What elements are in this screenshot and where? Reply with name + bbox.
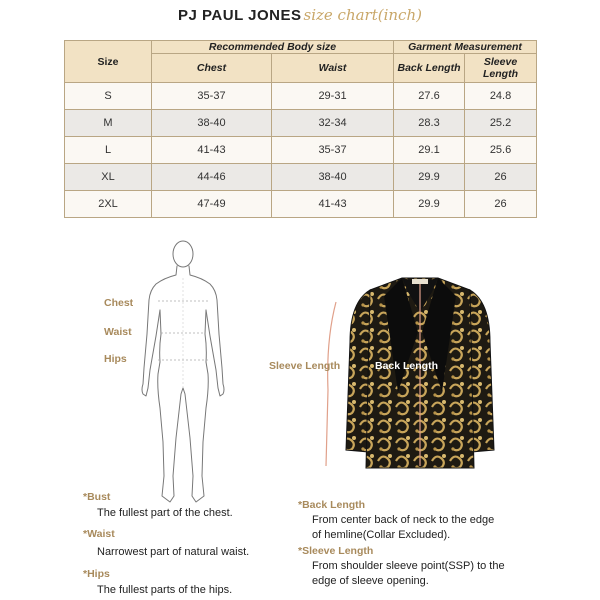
- waist-column-header: Waist: [272, 54, 394, 83]
- table-row: [65, 191, 537, 218]
- waist-cell: 29-31: [272, 83, 394, 110]
- sleeve-length-description-line2: edge of sleeve opening.: [312, 575, 429, 587]
- table-row: [65, 83, 537, 110]
- sleeve-length-cell: 24.8: [465, 83, 537, 110]
- waist-cell: 32-34: [272, 110, 394, 137]
- back-length-cell: 27.6: [394, 83, 465, 110]
- table-row: [65, 137, 537, 164]
- bust-title: *Bust: [83, 491, 111, 503]
- waist-description: Narrowest part of natural waist.: [97, 546, 250, 558]
- waist-title: *Waist: [83, 528, 115, 540]
- size-cell: XL: [65, 164, 152, 191]
- sleeve-length-cell: 26: [465, 164, 537, 191]
- back-length-cell: 28.3: [394, 110, 465, 137]
- bust-description: The fullest part of the chest.: [97, 507, 233, 519]
- back-length-description-line1: From center back of neck to the edge: [312, 514, 495, 526]
- table-row: [65, 164, 537, 191]
- chest-cell: 41-43: [152, 137, 272, 164]
- waist-cell: 41-43: [272, 191, 394, 218]
- brand-name: PJ PAUL JONES: [178, 7, 302, 24]
- body-figure-illustration: [128, 238, 238, 510]
- chart-title: [0, 6, 600, 25]
- size-cell: S: [65, 83, 152, 110]
- waist-cell: 35-37: [272, 137, 394, 164]
- back-length-cell: 29.1: [394, 137, 465, 164]
- sleeve-length-marker: [322, 300, 342, 470]
- hips-title: *Hips: [83, 568, 110, 580]
- hips-description: The fullest parts of the hips.: [97, 584, 233, 596]
- sleeve-length-column-header: Sleeve Length: [465, 54, 537, 83]
- sleeve-length-description-line1: From shoulder sleeve point(SSP) to the: [312, 560, 505, 572]
- garment-group-header: Garment Measurement: [394, 41, 537, 54]
- chest-column-header: Chest: [152, 54, 272, 83]
- chest-cell: 35-37: [152, 83, 272, 110]
- back-length-label: Back Length: [375, 360, 439, 372]
- sleeve-length-title: *Sleeve Length: [298, 545, 374, 557]
- table-row: [65, 110, 537, 137]
- hips-label: Hips: [104, 353, 127, 365]
- sleeve-length-label: Sleeve Length: [269, 360, 341, 372]
- back-length-column-header: Back Length: [394, 54, 465, 83]
- waist-cell: 38-40: [272, 164, 394, 191]
- size-cell: M: [65, 110, 152, 137]
- back-length-definition: [298, 498, 494, 543]
- chest-cell: 38-40: [152, 110, 272, 137]
- script-subtitle: size chart(inch): [303, 6, 422, 24]
- size-cell: 2XL: [65, 191, 152, 218]
- back-length-title: *Back Length: [298, 499, 366, 511]
- chest-label: Chest: [104, 297, 134, 309]
- waist-definition: [83, 527, 249, 560]
- body-size-group-header: Recommended Body size: [152, 41, 394, 54]
- back-length-cell: 29.9: [394, 191, 465, 218]
- size-cell: L: [65, 137, 152, 164]
- sleeve-length-cell: 25.2: [465, 110, 537, 137]
- back-length-description-line2: of hemline(Collar Excluded).: [312, 529, 451, 541]
- bust-definition: [83, 490, 233, 521]
- chest-cell: 44-46: [152, 164, 272, 191]
- sleeve-length-cell: 25.6: [465, 137, 537, 164]
- size-table: [64, 40, 537, 218]
- waist-label: Waist: [104, 326, 132, 338]
- chest-cell: 47-49: [152, 191, 272, 218]
- back-length-cell: 29.9: [394, 164, 465, 191]
- sleeve-length-cell: 26: [465, 191, 537, 218]
- hips-definition: [83, 567, 232, 598]
- sleeve-length-definition: [298, 544, 505, 589]
- size-column-header: Size: [65, 41, 152, 83]
- jacket-illustration: [340, 272, 500, 472]
